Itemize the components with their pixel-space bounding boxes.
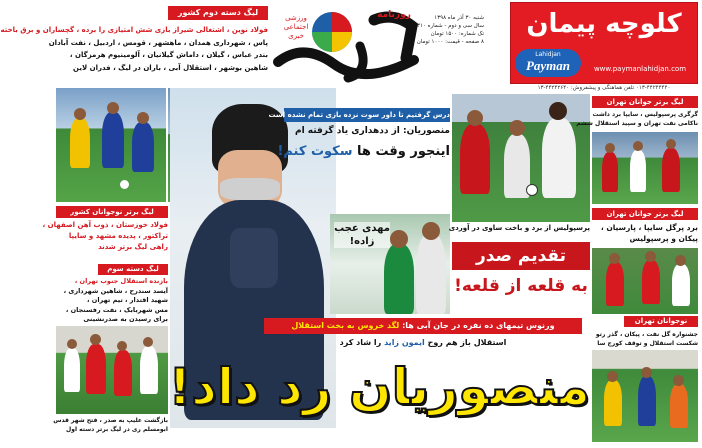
right-photo-2 bbox=[592, 248, 698, 314]
main-secondary-1: ورنوس تیمهای ده نفره در جان آبی ها: لگد خروس به بخت استقلال bbox=[264, 318, 582, 334]
ad-url[interactable]: www.paymanlahidjan.com bbox=[593, 65, 687, 73]
right-text-1: گرگری پرسپولیس ، سایپا برد داشت ناکامی نفت تهران و سپید استقلال ششم bbox=[576, 111, 698, 127]
ad-title: کلوچه پیمان bbox=[526, 9, 682, 39]
league1-photo bbox=[56, 88, 166, 202]
league1-text: فولاد نوین ، اشتغالی شیراز بازی شش امتیازی را برده ، گچساران و برق باخته پاس ، شهرداری همدان ، ماهشهر ، قومس ، اردبیل ، نفت آبادان بندر عباس ، گیلان ، داماش گیلانیان ، آلومینیوم هرمزگان ، شاهین بوشهر ، استقلال آبی ، باران در لیگ ، فدران لاین bbox=[0, 26, 268, 72]
league3-text: بازنده استقلال جنوب تهران ، آیسد سندرح ، شاهین شهرداری ، شهید اقتدار ، تیم تهران ، مس شهربابک ، نفت رفسنجان ، برای رسیدن به صدرنشینی bbox=[63, 277, 168, 323]
right-badge-1: لیگ برتر جوانان تهران bbox=[592, 96, 698, 108]
tagline: ورزشی اجتماعی خبری bbox=[283, 14, 309, 40]
masthead bbox=[274, 2, 484, 84]
issue-info bbox=[416, 14, 484, 46]
league2-block bbox=[42, 206, 168, 262]
payman-ad[interactable] bbox=[510, 2, 698, 84]
main-quote-1: منصوریان: از ددهداری یاد گرفته ام bbox=[294, 126, 450, 136]
price-line: تک شماره: ۱۵۰۰ تومان bbox=[430, 31, 484, 37]
issue-line: سال سی و دوم - شماره ۳۱۰ bbox=[417, 23, 484, 29]
persepolis-caption: پرسپولیس از برد و باخت ساوی در آوردی bbox=[448, 224, 590, 232]
league2-badge: لیگ برتر نوجوانان کشور bbox=[56, 206, 168, 218]
league2-text: فولاد خوزستان ، ذوب آهن اصفهان ، تراکتور ، پدیده مشهد و سایپا راهی لیگ برتر شدند bbox=[42, 221, 168, 251]
league3-block bbox=[56, 264, 168, 326]
persepolis-headline: تقدیم صدر به قلعه از قلعه! bbox=[452, 236, 590, 316]
league3-photo bbox=[56, 326, 168, 414]
right-badge-2: لیگ برتر جوانان تهران bbox=[592, 208, 698, 220]
inset-caption: مهدی عجب زاده! bbox=[334, 223, 390, 247]
ad-phone: ۰۱۳-۴۴۲۴۴۴۴۰ تلفن هماهنگی و پیشفروش: ۴۴۲۴۲۶۴۰-۱۳ bbox=[537, 85, 671, 91]
right-photo-1 bbox=[592, 132, 698, 204]
league3-badge: لیگ دسته سوم bbox=[98, 264, 168, 275]
main-quote-2: اینجور وقت ها سکوت کنم! bbox=[277, 144, 450, 159]
main-kicker: درس گرفتیم تا داور سوت نزده بازی تمام نشده است bbox=[284, 108, 450, 122]
date-line: شنبه ۳۰ آذر ماه ۱۳۹۸ bbox=[434, 15, 484, 21]
league1-block bbox=[0, 4, 268, 84]
right-text-3: جشنواره گل نفت ، پیکان ، گذر رتو شکست استقلال و توقف کورج سا bbox=[595, 331, 698, 347]
main-secondary-2: استقلال باز هم روح ایمون زاید را شاد کرد bbox=[339, 338, 507, 347]
right-text-2: برد پرگل سایپا ، پارسیان ، پیکان و پرسپولیس bbox=[600, 223, 698, 243]
league1-badge: لیگ دسته دوم کشور bbox=[168, 6, 268, 20]
logo-small-label: روزنامه bbox=[377, 10, 411, 20]
bottom-left-text: بازگشت علیپ به صدر ، فتح شهر قدس ابومسلم ری در لیگ برتر دسته اول bbox=[53, 417, 168, 433]
ad-brand-logo: Lahidjan Payman bbox=[515, 49, 581, 77]
main-headline: منصوریان رد داد! bbox=[168, 358, 590, 416]
persepolis-photo bbox=[452, 94, 590, 222]
right-badge-3: نوجوانان تهران bbox=[624, 316, 698, 327]
right-photo-3 bbox=[592, 350, 698, 442]
pages-line: ۸ صفحه - قیمت: ۱۰۰۰ تومان bbox=[416, 39, 484, 45]
